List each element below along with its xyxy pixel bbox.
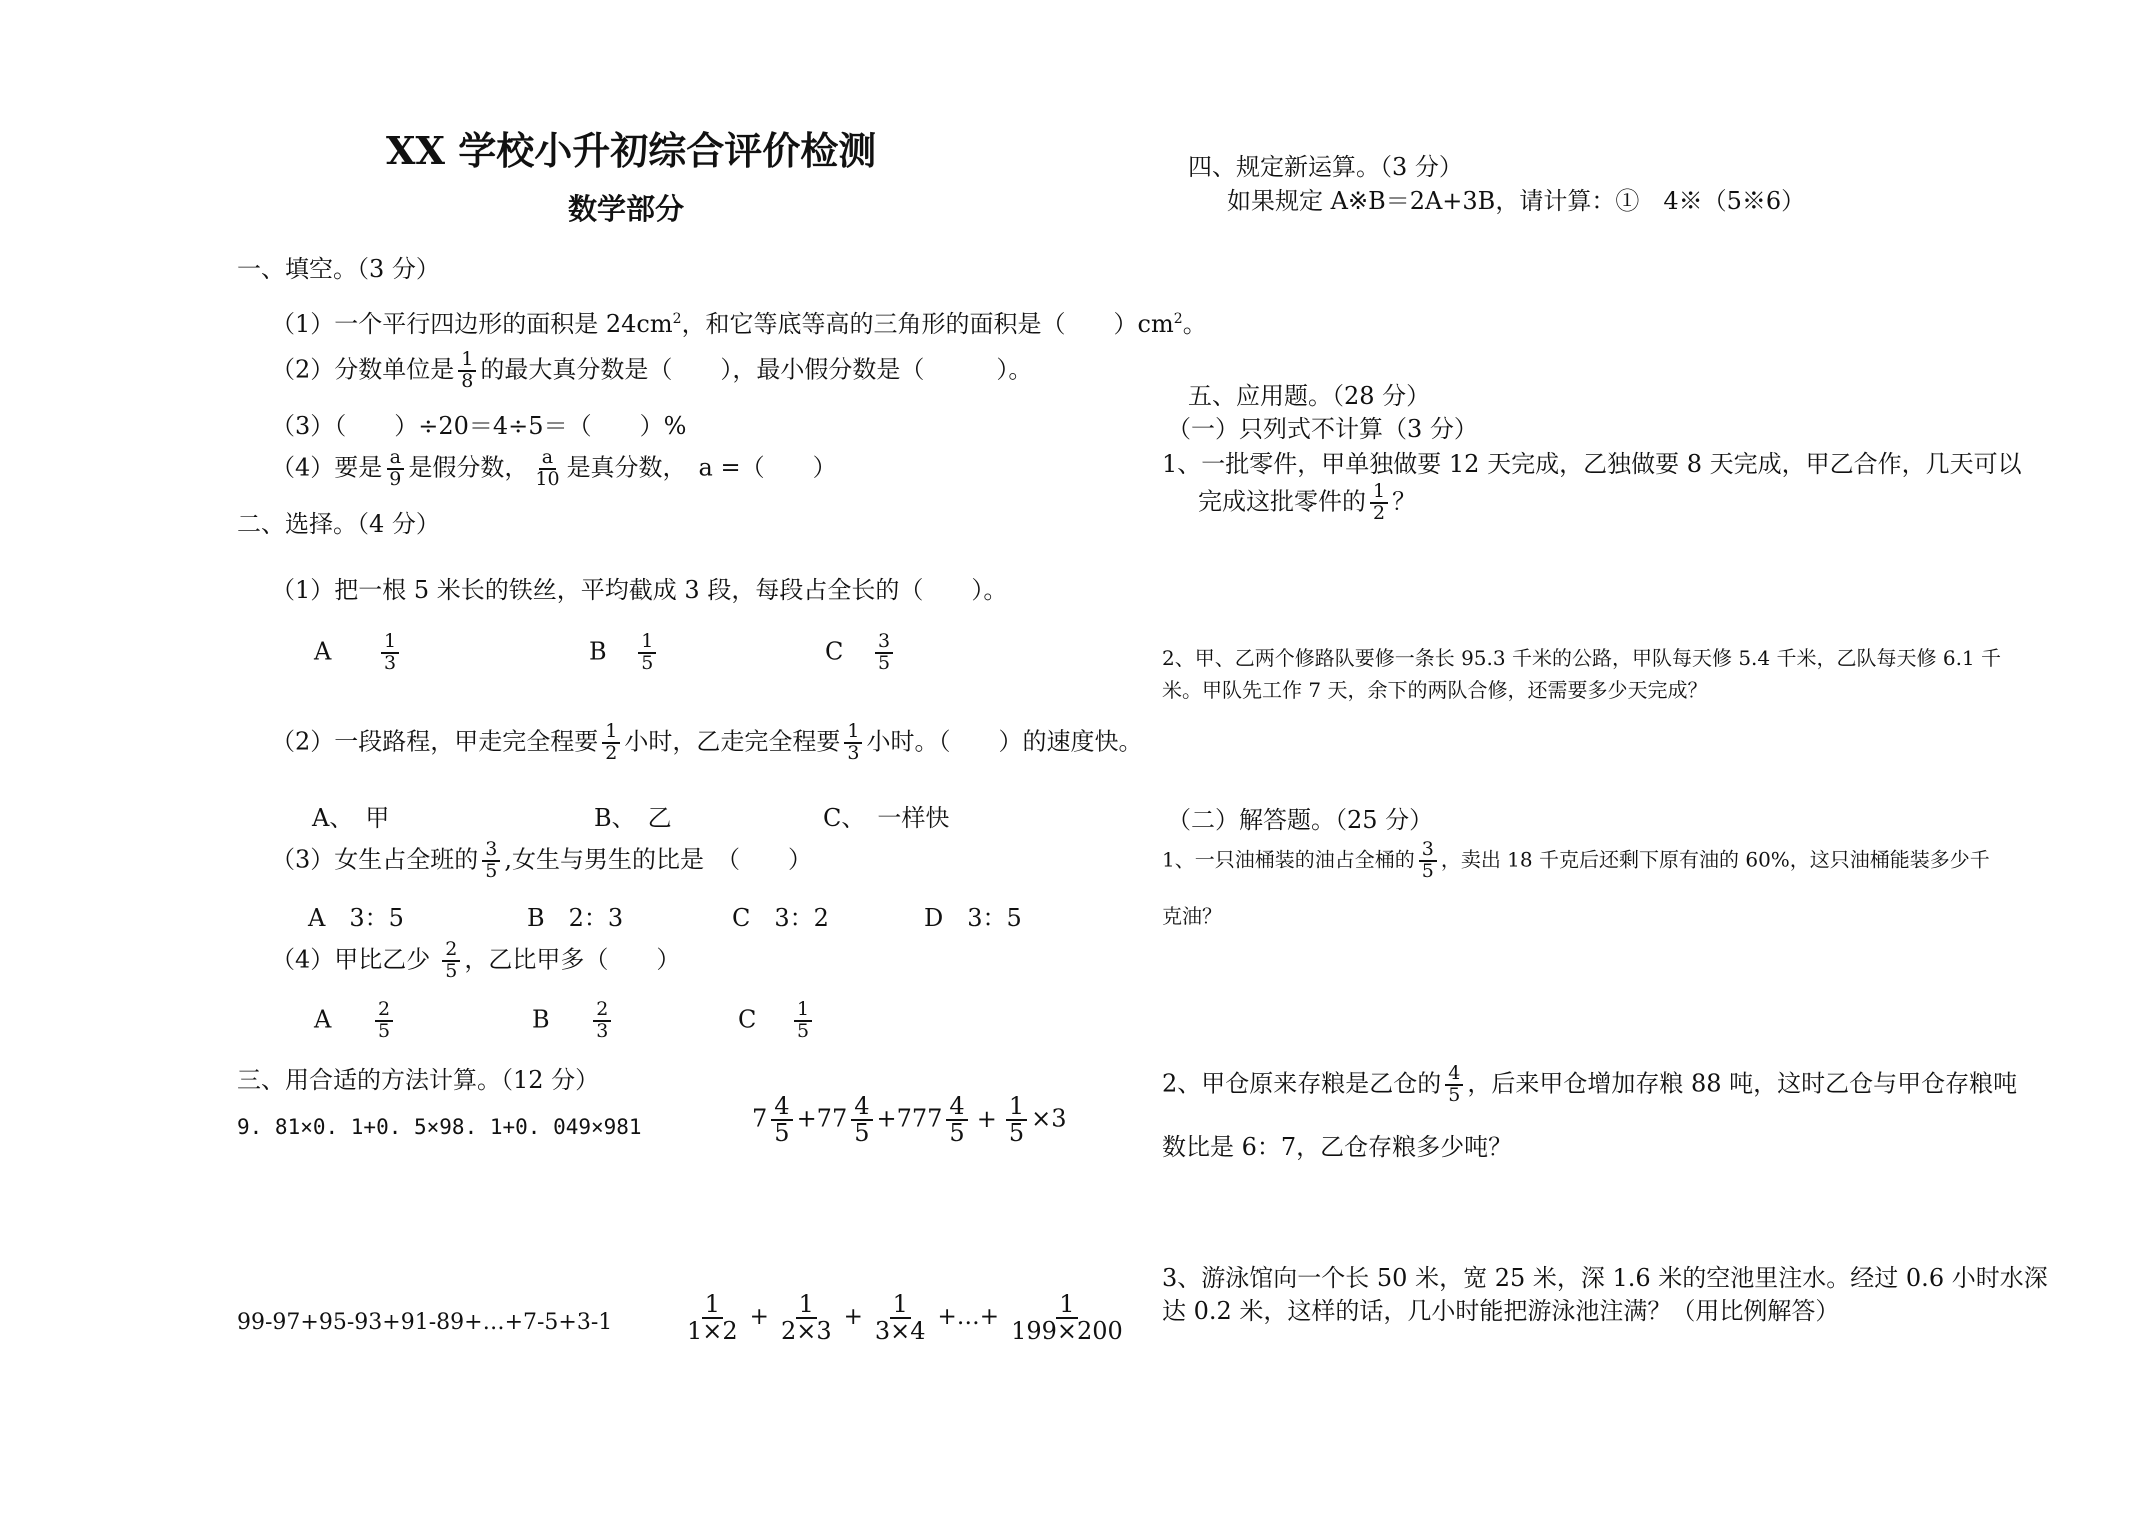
expr4-term-4 [1008, 1292, 1126, 1344]
fraction-denominator: 5 [641, 651, 654, 674]
fill-q1-sup1: 2 [672, 311, 682, 327]
fraction-denominator: 5 [1421, 859, 1434, 882]
choice-q3-option-d: D 3：5 [924, 904, 1022, 932]
fill-q1-text-b: ，和它等底等高的三角形的面积是（ ）cm [681, 310, 1174, 338]
fraction-numerator: 1 [458, 350, 476, 372]
choice-q2-option-c: C、 一样快 [823, 804, 950, 832]
fraction-numerator: 2 [375, 1000, 393, 1022]
fraction-denominator: 5 [878, 651, 891, 674]
fill-q4-text-a: （4）要是 [271, 453, 383, 482]
choice-q3-option-b: B 2：3 [527, 904, 624, 932]
expr2-times: ×3 [1031, 1104, 1067, 1133]
option-letter: A [314, 637, 332, 666]
choice-q3-option-a: A 3：5 [308, 904, 404, 932]
solve-problem-1-text-a: 1、一只油桶装的油占全桶的 [1162, 847, 1415, 872]
fill-q1-sup2: 2 [1173, 311, 1183, 327]
option-fraction [794, 1000, 812, 1042]
expr4-plus-2: + [843, 1304, 863, 1331]
choice-q4-option-c [738, 1000, 816, 1042]
expr2-fraction-2 [851, 1094, 872, 1146]
fill-q2-text-b: 的最大真分数是（ ），最小假分数是（ ）。 [480, 355, 1033, 384]
word-problem-1-line2 [1198, 482, 1416, 524]
solve-problem-1-line2: 克油？ [1162, 904, 1222, 928]
fill-q4-fraction-2 [532, 448, 562, 490]
fraction-denominator: 5 [377, 1019, 391, 1042]
choice-q3-option-c: C 3：2 [732, 904, 829, 932]
expr4-ellipsis: +…+ [937, 1304, 1000, 1331]
section4-text: 如果规定 A※B＝2A+3B，请计算：① 4※（5※6） [1227, 187, 1806, 215]
expr4-plus-1: + [749, 1304, 769, 1331]
solve-problem-1-fraction [1419, 840, 1437, 882]
fill-q1-text-a: （1）一个平行四边形的面积是 24cm [271, 310, 673, 338]
solve-problem-3-line2: 达 0.2 米，这样的话，几小时能把游泳池注满？（用比例解答） [1162, 1297, 1840, 1325]
option-letter: A [314, 1005, 332, 1034]
fraction-denominator: 10 [535, 467, 560, 490]
fraction-numerator: 1 [602, 722, 620, 744]
choice-q4-option-a [314, 1000, 397, 1042]
fraction-denominator: 5 [1008, 1119, 1025, 1148]
section5-subheading-1: （一）只列式不计算（3 分） [1167, 415, 1478, 443]
fraction-denominator: 2×3 [780, 1317, 832, 1346]
solve-problem-2-text-a: 2、甲仓原来存粮是乙仓的 [1162, 1069, 1442, 1098]
solve-problem-2-fraction [1445, 1064, 1463, 1106]
option-letter: B [532, 1005, 550, 1034]
fraction-numerator: 1 [1056, 1292, 1077, 1319]
choice-q2-fraction-1 [602, 722, 620, 764]
fill-q1 [271, 310, 1207, 339]
fraction-numerator: 3 [1419, 840, 1437, 862]
fraction-denominator: 1×2 [687, 1317, 738, 1346]
fraction-denominator: 9 [389, 467, 402, 490]
calc-expression-3: 99-97+95-93+91-89+…+7-5+3-1 [237, 1310, 613, 1335]
fraction-denominator: 5 [1448, 1083, 1461, 1106]
fraction-denominator: 8 [461, 369, 474, 392]
page-title: XX 学校小升初综合评价检测 [386, 128, 877, 173]
fill-q4-text-c: 是真分数， a =（ ） [566, 453, 837, 482]
fraction-numerator: 1 [890, 1292, 911, 1319]
expr2-plus-1: +77 [796, 1104, 848, 1133]
solve-problem-2-text-b: ，后来甲仓增加存粮 88 吨，这时乙仓与甲仓存粮吨 [1467, 1069, 2018, 1098]
fraction-numerator: a [539, 448, 556, 470]
fraction-denominator: 5 [445, 959, 458, 982]
fraction-denominator: 5 [797, 1019, 810, 1042]
option-letter: B [589, 637, 607, 666]
fraction-denominator: 3 [383, 651, 397, 674]
calc-expression-1: 9. 81×0. 1+0. 5×98. 1+0. 049×981 [237, 1115, 642, 1139]
word-problem-1-text-a: 完成这批零件的 [1198, 487, 1366, 516]
choice-q4 [271, 940, 680, 982]
fraction-numerator: 4 [851, 1094, 872, 1121]
fraction-numerator: 4 [946, 1094, 967, 1121]
fill-q2 [271, 350, 1032, 392]
fraction-numerator: 1 [1370, 482, 1388, 504]
word-problem-1-line1: 1、一批零件，甲单独做要 12 天完成，乙独做要 8 天完成，甲乙合作，几天可以 [1162, 450, 2022, 478]
choice-q1-option-a [314, 632, 403, 674]
choice-q3-text-b: ,女生与男生的比是 （ ） [504, 845, 813, 874]
fill-q4-fraction-1 [386, 448, 404, 490]
fill-q3: （3）（ ）÷20＝4÷5＝（ ）% [271, 412, 687, 440]
section2-heading: 二、选择。（4 分） [237, 510, 440, 538]
fraction-denominator: 2 [1373, 501, 1386, 524]
fraction-numerator: a [387, 448, 404, 470]
choice-q2-fraction-2 [844, 722, 862, 764]
page-subtitle: 数学部分 [568, 192, 685, 226]
fraction-numerator: 1 [844, 722, 862, 744]
choice-q1-option-b [589, 632, 660, 674]
fill-q4 [271, 448, 837, 490]
fill-q1-text-c: 。 [1182, 310, 1207, 338]
calc-expression-4 [680, 1292, 1130, 1344]
fraction-numerator: 1 [702, 1292, 723, 1319]
choice-q4-fraction [442, 940, 460, 982]
choice-q2-text-a: （2）一段路程，甲走完全程要 [271, 727, 599, 756]
expr4-term-1 [684, 1292, 741, 1344]
choice-q1-option-c [825, 632, 897, 674]
section4-heading: 四、规定新运算。（3 分） [1188, 153, 1463, 181]
fraction-numerator: 4 [1445, 1064, 1463, 1086]
solve-problem-1-line1 [1162, 840, 1990, 882]
fraction-numerator: 1 [638, 632, 656, 654]
choice-q2-option-b: B、 乙 [594, 804, 672, 832]
fill-q4-text-b: 是假分数， [408, 453, 529, 482]
choice-q4-option-b [532, 1000, 615, 1042]
expr2-fraction-3 [946, 1094, 967, 1146]
fraction-denominator: 5 [485, 859, 498, 882]
choice-q3 [271, 840, 812, 882]
fraction-denominator: 3 [847, 741, 860, 764]
option-fraction [875, 632, 893, 674]
expr2-plus-2: +777 [876, 1104, 943, 1133]
word-problem-2-line1: 2、甲、乙两个修路队要修一条长 95.3 千米的公路，甲队每天修 5.4 千米，乙队每天修 6.1 千 [1162, 646, 2002, 670]
fraction-numerator: 1 [381, 632, 399, 654]
fraction-numerator: 1 [794, 1000, 812, 1022]
fraction-denominator: 199×200 [1011, 1317, 1123, 1346]
expr2-fraction-4 [1006, 1094, 1027, 1146]
fraction-numerator: 1 [796, 1292, 817, 1319]
fraction-numerator: 1 [1006, 1094, 1027, 1121]
fraction-denominator: 3 [596, 1019, 609, 1042]
fill-q2-text-a: （2）分数单位是 [271, 355, 455, 384]
section5-subheading-2: （二）解答题。（25 分） [1167, 806, 1434, 834]
choice-q2-option-a: A、 甲 [312, 804, 390, 832]
section1-heading: 一、填空。（3 分） [237, 255, 440, 283]
fraction-numerator: 2 [442, 940, 460, 962]
expr2-plus-3: + [976, 1104, 997, 1133]
option-fraction [593, 1000, 611, 1042]
section3-heading: 三、用合适的方法计算。（12 分） [237, 1066, 600, 1094]
fraction-denominator: 2 [605, 741, 618, 764]
calc-expression-2 [752, 1094, 1066, 1146]
option-fraction [381, 632, 399, 674]
fraction-denominator: 5 [949, 1119, 965, 1148]
expr4-term-2 [778, 1292, 835, 1344]
word-problem-2-line2: 米。甲队先工作 7 天，余下的两队合修，还需要多少天完成？ [1162, 678, 1708, 702]
fraction-numerator: 2 [593, 1000, 611, 1022]
fraction-denominator: 3×4 [874, 1317, 926, 1346]
word-problem-1-fraction [1370, 482, 1388, 524]
expr2-fraction-1 [771, 1094, 792, 1146]
choice-q4-text-a: （4）甲比乙少 [271, 945, 431, 974]
fraction-denominator: 5 [774, 1119, 790, 1148]
choice-q2-text-c: 小时。（ ）的速度快。 [866, 727, 1143, 756]
choice-q3-text-a: （3）女生占全班的 [271, 845, 479, 874]
option-letter: C [825, 637, 844, 666]
fraction-numerator: 3 [875, 632, 893, 654]
fraction-numerator: 4 [771, 1094, 792, 1121]
fraction-numerator: 3 [482, 840, 500, 862]
option-letter: C [738, 1005, 757, 1034]
option-fraction [638, 632, 656, 674]
option-fraction [375, 1000, 393, 1042]
solve-problem-1-text-b: ，卖出 18 千克后还剩下原有油的 60%，这只油桶能装多少千 [1440, 847, 1990, 872]
expr4-term-3 [872, 1292, 929, 1344]
fraction-denominator: 5 [854, 1119, 870, 1148]
solve-problem-2-line1 [1162, 1064, 2017, 1106]
choice-q1: （1）把一根 5 米长的铁丝，平均截成 3 段，每段占全长的（ ）。 [271, 576, 1008, 604]
choice-q4-text-b: ，乙比甲多（ ） [464, 945, 681, 974]
section5-heading: 五、应用题。（28 分） [1188, 382, 1431, 410]
word-problem-1-text-b: ？ [1392, 487, 1417, 516]
mixed-whole: 7 [752, 1104, 768, 1133]
solve-problem-2-line2: 数比是 6：7，乙仓存粮多少吨？ [1162, 1133, 1513, 1161]
choice-q2-text-b: 小时，乙走完全程要 [624, 727, 841, 756]
choice-q3-fraction [482, 840, 500, 882]
choice-q2 [271, 722, 1142, 764]
solve-problem-3-line1: 3、游泳馆向一个长 50 米，宽 25 米，深 1.6 米的空池里注水。经过 0.6 小时水深 [1162, 1264, 2048, 1292]
fill-q2-fraction [458, 350, 476, 392]
